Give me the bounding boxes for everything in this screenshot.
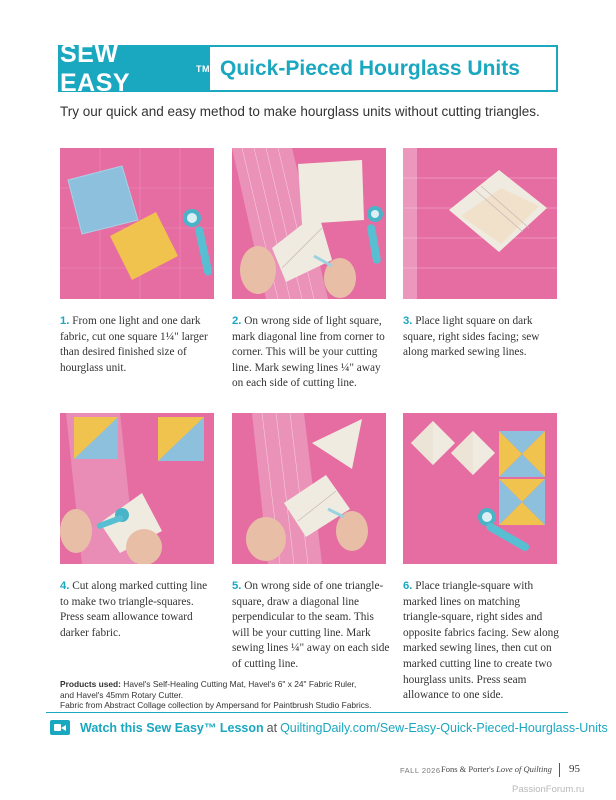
products-used (60, 679, 390, 711)
step-2-text (232, 314, 390, 392)
step-1-photo (60, 148, 214, 299)
step-6-text (403, 579, 561, 704)
lesson-link[interactable] (50, 720, 608, 735)
step-description: On wrong side of light square, mark diagonal line from corner to corner. This will be your cutting line. Mark sewing lines ¼" away on each side of cutting line. (232, 315, 385, 390)
step-number: 4. (60, 580, 70, 592)
products-line-3: Fabric from Abstract Collage collection by Ampersand for Paintbrush Studio Fabrics. (60, 700, 372, 711)
page-number: 95 (569, 763, 580, 775)
footer-separator (559, 763, 560, 777)
magazine-name (441, 764, 552, 774)
step-3-photo (403, 148, 557, 299)
step-description: Cut along marked cutting line to make two triangle-squares. Press seam allowance toward darker fabric. (60, 580, 208, 639)
step-number: 6. (403, 580, 413, 592)
lesson-at: at (266, 720, 278, 735)
step-2-photo (232, 148, 386, 299)
step-number: 3. (403, 315, 413, 327)
lesson-label: Watch this Sew Easy™ Lesson (80, 720, 264, 735)
step-5-text (232, 579, 390, 673)
issue-date: FALL 2026 (400, 766, 441, 775)
products-label: Products used: (60, 679, 121, 689)
step-3-text (403, 314, 561, 361)
magazine-title: Love of Quilting (496, 764, 552, 774)
step-number: 1. (60, 315, 70, 327)
step-5-photo (232, 413, 386, 564)
watermark: PassionForum.ru (512, 784, 585, 795)
header-banner (58, 39, 558, 97)
step-1-text (60, 314, 218, 376)
step-4-text (60, 579, 218, 641)
brand-block (60, 39, 210, 97)
step-description: Place light square on dark square, right sides facing; sew along marked sewing lines. (403, 315, 540, 359)
step-6-photo (403, 413, 557, 564)
products-line-2: and Havel's 45mm Rotary Cutter. (60, 689, 184, 700)
intro-text: Try our quick and easy method to make hourglass units without cutting triangles. (60, 104, 540, 119)
brand-trademark: TM (196, 63, 210, 74)
page-title: Quick-Pieced Hourglass Units (220, 56, 520, 80)
step-description: Place triangle-square with marked lines on matching triangle-square, right sides and opposite fabrics facing. Sew along marked sewing lines, then cut on marked cutting line to create two hourglass units. Press seam allowance to one side. (403, 580, 559, 702)
lesson-divider (46, 712, 568, 713)
step-4-photo (60, 413, 214, 564)
step-description: From one light and one dark fabric, cut one square 1¼" larger than desired finished size of hourglass unit. (60, 315, 208, 374)
lesson-url[interactable]: QuiltingDaily.com/Sew-Easy-Quick-Pieced-Hourglass-Units (280, 720, 608, 735)
brand-name: SEW EASY (60, 39, 131, 97)
step-number: 5. (232, 580, 242, 592)
products-line-1: Havel's Self-Healing Cutting Mat, Havel's 6" x 24" Fabric Ruler, (120, 679, 357, 689)
step-description: On wrong side of one triangle-square, draw a diagonal line perpendicular to the seam. This will be your cutting line. Mark sewing lines ¼" away on each side of cutting line. (232, 580, 390, 670)
magazine-prefix: Fons & Porter's (441, 764, 495, 774)
page-footer (0, 764, 616, 778)
step-number: 2. (232, 315, 242, 327)
video-camera-icon (50, 720, 70, 735)
